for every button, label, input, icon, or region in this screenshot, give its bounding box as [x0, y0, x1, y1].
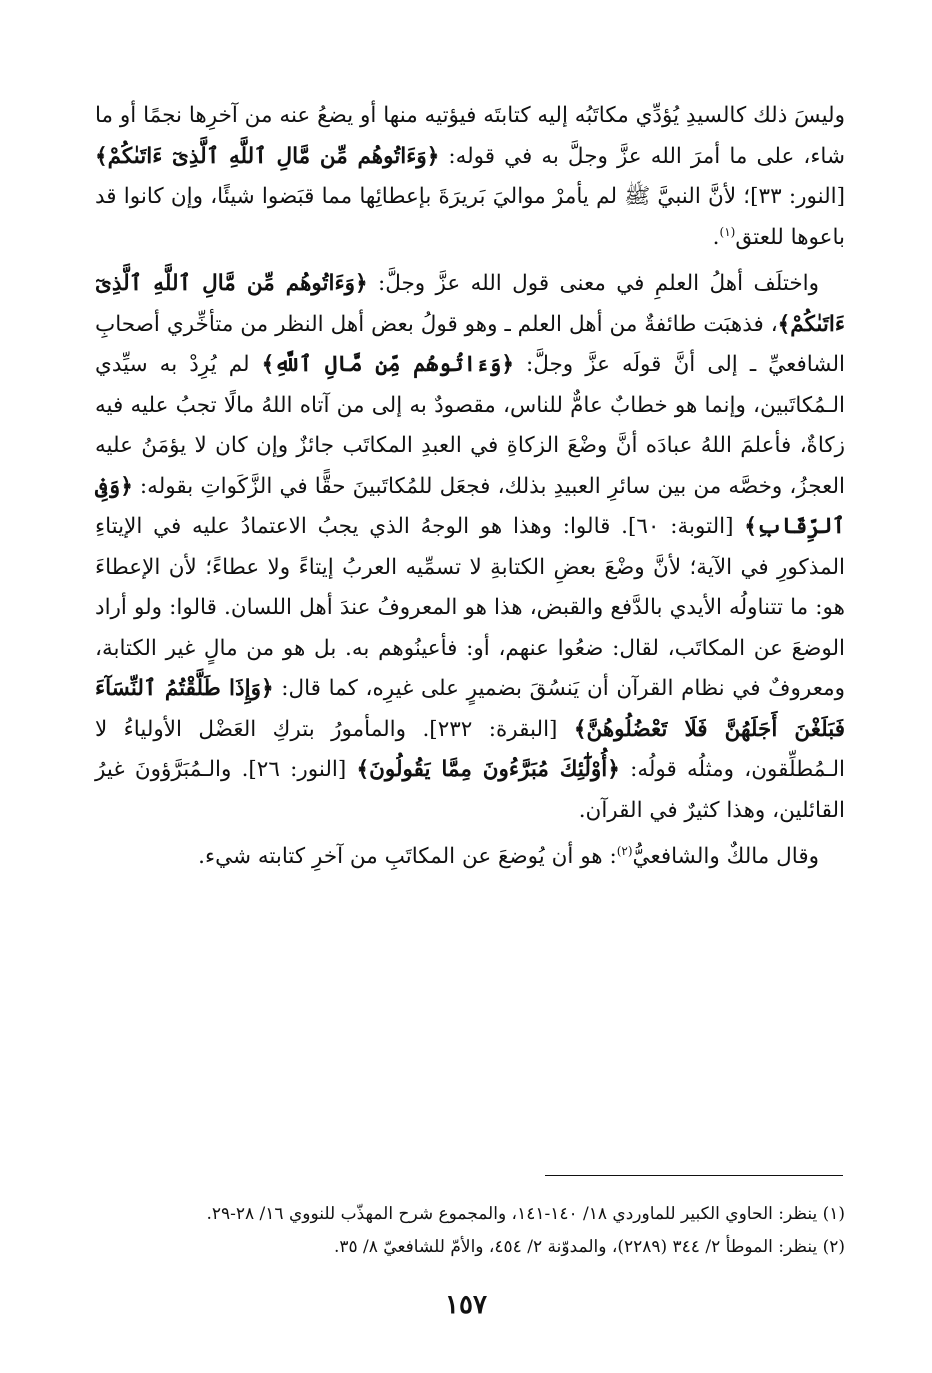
paragraph-2-text-a: واختلَف أهلُ العلمِ في معنى قول الله عزَّ وجلَّ:	[367, 271, 819, 296]
footnote-marker-1[interactable]: (١)	[719, 224, 736, 239]
paragraph-2-text-d: [التوبة: ٦٠]. قالوا: وهذا هو الوجهُ الذي يجبُ الاعتمادُ عليه في الإيتاءِ المذكورِ في الآية؛ لأنَّ وضْعَ بعضِ الكتابةِ لا تسمِّيه العربُ إيتاءً ولا عطاءً؛ لأن الإعطاءَ هو: ما تتناولُه الأيدي بالدَّفع والقبض، هذا هو المعروفُ عندَ أهل اللسان. قالوا: ولو أراد الوضعَ عن المكاتَب، لقال: ضعُوا عنهم، أو: فأعينُوهم به. بل هو من مالٍ غير الكتابة، ومعروفٌ في نظام القرآن أن يَنسُقَ بضميرٍ على غيرِه، كما قال:	[95, 514, 845, 701]
footnote-2: (٢) ينظر: الموطأ ٢/ ٣٤٤ (٢٢٨٩)، والمدوّنة ٢/ ٤٥٤، والأمّ للشافعيّ ٨/ ٣٥.	[333, 1237, 845, 1257]
paragraph-3-text-b: : هو أن يُوضعَ عن المكاتَبِ من آخرِ كتابته شيء.	[198, 844, 617, 869]
paragraph-3-text-a: وقال مالكٌ والشافعيُّ	[632, 844, 819, 869]
quran-quote: ﴿وَءَاتُوهُم مِّن مَّالِ ٱللَّهِ ٱلَّذِىٓ ءَاتَىٰكُمْ﴾	[95, 143, 440, 169]
paragraph-1-text-b: [النور: ٣٣]؛ لأنَّ النبيَّ ﷺ لم يأمرْ مواليَ بَريرَةَ بإعطائِها مما قبَضوا شيئًا، وإن كانوا قد باعوها للعتق	[95, 184, 845, 250]
quran-quote: ﴿وَفِى ٱلرِّقَابِ﴾	[95, 473, 845, 539]
paragraph-1-text-c: .	[712, 224, 720, 250]
quran-quote: ﴿أُوْلَٰٓئِكَ مُبَرَّءُونَ مِمَّا يَقُولُونَ﴾	[356, 757, 620, 782]
page-number: ١٥٧	[445, 1290, 487, 1320]
quran-quote: ﴿وَءَاتُوهُم مِّن مَّالِ ٱللَّهِ ٱلَّذِىٓ ءَاتَىٰكُمْ﴾	[95, 271, 845, 337]
paragraph-2-text-f: [النور: ٢٦]. والـمُبَرَّؤونَ غيرُ القائلين، وهذا كثيرٌ في القرآن.	[95, 757, 845, 823]
footnotes	[95, 1198, 845, 1264]
quran-quote: ﴿وَإِذَا طَلَّقْتُمُ ٱلنِّسَآءَ فَبَلَغْنَ أَجَلَهُنَّ فَلَا تَعْضُلُوهُنَّ﴾	[95, 676, 845, 742]
paragraph-2-text-b: ، فذهبَت طائفةٌ من أهل العلم ـ وهو قولُ بعض أهل النظر من متأخِّري أصحابِ الشافعيِّ ـ إلى أنَّ قولَه عزَّ وجلَّ:	[95, 311, 845, 377]
paragraph-2	[95, 264, 845, 831]
paragraph-2-text-c: لم يُرِدْ به سيِّدي الـمُكاتَبين، وإنما هو خطابٌ عامٌّ للناس، مقصودٌ به إلى من آتاه اللهُ مالًا تجبُ عليه فيه زكاةٌ، فأعلمَ اللهُ عبادَه أنَّ وضْعَ الزكاةِ في العبدِ المكاتَب جائزٌ وإن كان لا يؤمَنُ عليه العجزُ، وخصَّه من بين سائرِ العبيدِ بذلك، فجعَل للمُكاتَبينَ حقًّا في الزَّكَواتِ بقوله:	[95, 352, 845, 499]
footnote-marker-2[interactable]: (٢)	[616, 843, 633, 858]
paragraph-1	[95, 96, 845, 258]
paragraph-1-text-a: وليسَ ذلك كالسيدِ يُؤدِّي مكاتَبُه إليه كتابتَه فيؤتيه منها أو يضعُ عنه من آخرِها نجمًا أو ما شاء، على ما أمرَ الله عزَّ وجلَّ به في قوله:	[95, 103, 845, 169]
main-text	[95, 96, 845, 878]
quran-quote: ﴿وَءَاتُوهُم مِّن مَّالِ ٱللَّهِ﴾	[261, 352, 514, 377]
footnote-divider	[545, 1175, 843, 1176]
paragraph-3	[95, 837, 845, 878]
footnote-1: (١) ينظر: الحاوي الكبير للماوردي ١٨/ ١٤٠-١٤١، والمجموع شرح المهذّب للنووي ١٦/ ٢٨-٢٩.	[206, 1204, 845, 1224]
paragraph-2-text-e: [البقرة: ٢٣٢]. والمأمورُ بتركِ العَضْل الأولياءُ لا الـمُطلِّقون، ومثلُه قولُه:	[95, 716, 845, 782]
